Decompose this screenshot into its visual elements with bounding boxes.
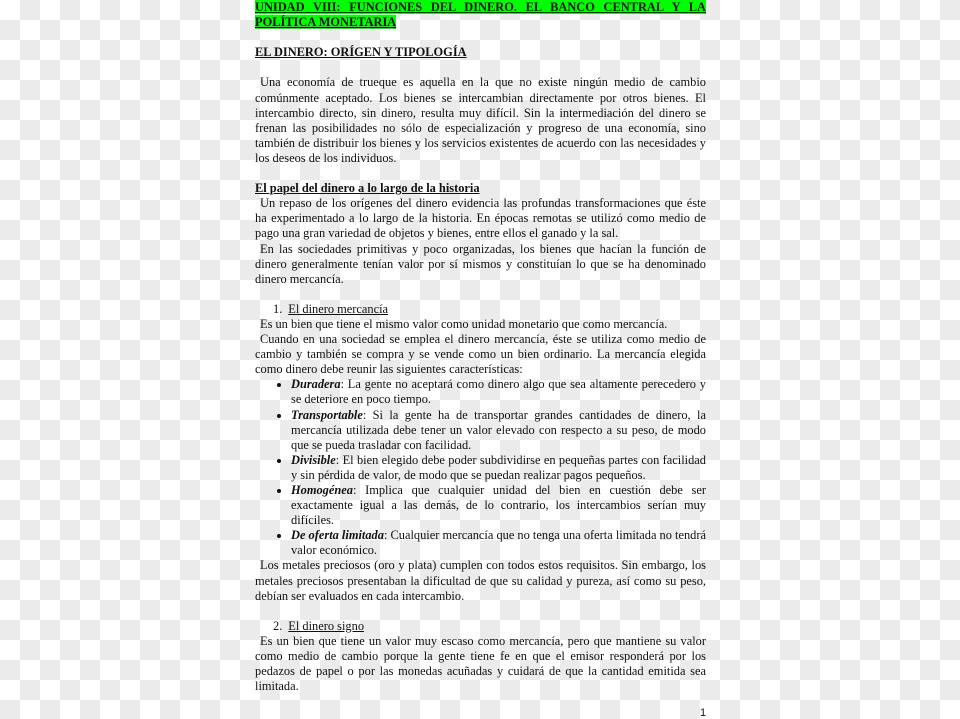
numbered-heading-title: El dinero mercancía bbox=[288, 301, 389, 316]
page-number: 1 bbox=[700, 707, 707, 719]
section-heading: EL DINERO: ORÍGEN Y TIPOLOGÍA bbox=[255, 45, 467, 60]
paragraph: Es un bien que tiene el mismo valor como unidad monetario que como mercancía. bbox=[260, 316, 668, 331]
list-item bbox=[291, 483, 706, 528]
paragraph: Una economía de trueque es aquella en la que no existe ningún medio de cambio comúnmente aceptado. Los bienes se intercambian directamente por otros bienes. El intercambio directo, sin dinero, resulta muy difícil. Sin la intermediación del dinero se frenan las posibilidades no sólo de especialización y progreso de una economía, sino también de distribuir los bienes y los servicios existentes de acuerdo con las necesidades y los deseos de los individuos. bbox=[255, 75, 706, 165]
bullet-text: : Cualquier mercancía que no tenga una oferta limitada no tendrá valor económico. bbox=[291, 528, 706, 558]
list-item bbox=[291, 377, 706, 407]
bullet-term: Homogénea bbox=[291, 483, 353, 497]
bullet-term: De oferta limitada bbox=[291, 528, 384, 543]
paragraph: Es un bien que tiene un valor muy escaso como mercancía, pero que mantiene su valor como medio de cambio porque la gente tiene fe en que el emisor responderá por los pedazos de papel o por las monedas acuñadas y cuidará de que la cantidad emitida sea limitada. bbox=[255, 633, 706, 694]
document-page bbox=[255, 0, 706, 694]
characteristics-list bbox=[255, 377, 706, 558]
bullet-text: : El bien elegido debe poder subdividirse en pequeñas partes con facilidad y sin pérdida de valor, de modo que se puedan realizar pagos pequeños. bbox=[291, 452, 706, 482]
list-item bbox=[291, 408, 706, 453]
paragraph: Cuando en una sociedad se emplea el dinero mercancía, éste se utiliza como medio de cambio y también se compra y se vende como un bien ordinario. La mercancía elegida como dinero debe reunir las siguientes características: bbox=[255, 332, 706, 377]
bullet-text: : La gente no aceptará como dinero algo que sea altamente perecedero y se deteriore en poco tiempo. bbox=[291, 377, 706, 407]
numbered-heading-2 bbox=[255, 619, 706, 634]
bullet-term: Transportable bbox=[291, 407, 363, 422]
list-number: 2. bbox=[273, 618, 283, 633]
numbered-heading-title: El dinero signo bbox=[288, 618, 365, 633]
list-item bbox=[291, 453, 706, 483]
unit-title: UNIDAD VIII: FUNCIONES DEL DINERO. EL BANCO CENTRAL Y LA POLÍTICA MONETARIA bbox=[255, 0, 706, 30]
list-number: 1. bbox=[273, 301, 283, 316]
bullet-text: : Implica que cualquier unidad del bien en cuestión debe ser exactamente igual a las demás, de lo contrario, los intercambios serían muy difíciles. bbox=[291, 483, 706, 528]
numbered-heading-1 bbox=[255, 302, 706, 317]
bullet-text: : Si la gente ha de transportar grandes cantidades de dinero, la mercancía utilizada debe tener un valor elevado con respecto a su peso, de modo que se pueda trasladar con facilidad. bbox=[291, 407, 706, 452]
bullet-term: Divisible bbox=[291, 452, 336, 467]
list-item bbox=[291, 528, 706, 558]
subsection-heading: El papel del dinero a lo largo de la historia bbox=[255, 181, 480, 196]
paragraph: Los metales preciosos (oro y plata) cumplen con todos estos requisitos. Sin embargo, los metales preciosos presentaban la dificultad de que su calidad y pureza, así como su peso, debían ser evaluados en cada intercambio. bbox=[255, 558, 706, 603]
bullet-term: Duradera bbox=[291, 377, 341, 392]
paragraph: Un repaso de los orígenes del dinero evidencia las profundas transformaciones que éste ha experimentado a lo largo de la historia. En épocas remotas se utilizó como medio de pago una gran variedad de objetos y bienes, entre ellos el ganado y la sal. bbox=[255, 196, 706, 241]
paragraph: En las sociedades primitivas y poco organizadas, los bienes que hacían la función de dinero generalmente tenían valor por sí mismos y constituían lo que se ha denominado dinero mercancía. bbox=[255, 241, 706, 286]
unit-title-block bbox=[255, 0, 706, 30]
